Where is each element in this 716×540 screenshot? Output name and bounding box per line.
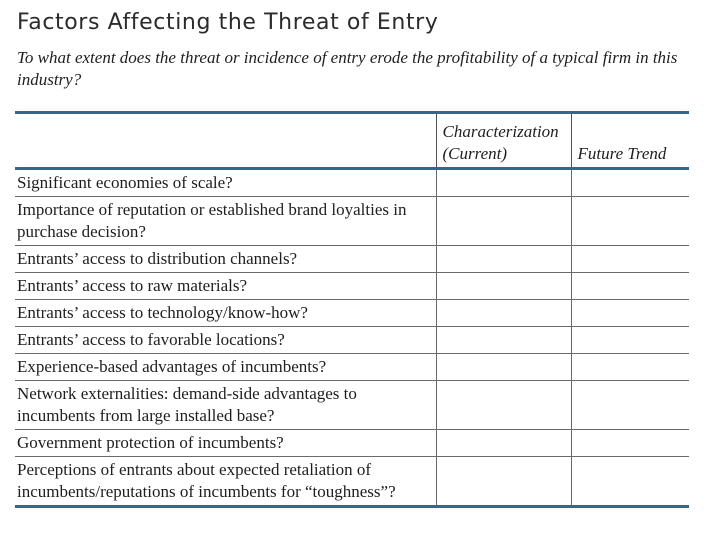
characterization-cell[interactable] [436,381,571,430]
future-trend-cell[interactable] [571,354,689,381]
characterization-cell[interactable] [436,354,571,381]
factor-label: Significant economies of scale? [15,169,436,197]
future-trend-cell[interactable] [571,457,689,507]
factor-column-header [15,113,436,169]
characterization-cell[interactable] [436,246,571,273]
characterization-cell[interactable] [436,430,571,457]
factor-label: Importance of reputation or established brand loyalties in purchase decision? [15,197,436,246]
table-row [15,197,689,246]
future-trend-cell[interactable] [571,246,689,273]
factor-label: Entrants’ access to favorable locations? [15,327,436,354]
characterization-cell[interactable] [436,169,571,197]
table-row [15,430,689,457]
future-trend-cell[interactable] [571,381,689,430]
future-trend-cell[interactable] [571,273,689,300]
characterization-cell[interactable] [436,457,571,507]
future-trend-cell[interactable] [571,430,689,457]
factor-label: Perceptions of entrants about expected retaliation of incumbents/reputations of incumbents for “toughness”? [15,457,436,507]
factors-table [15,111,689,508]
characterization-header-line2: (Current) [442,144,508,163]
future-trend-cell[interactable] [571,300,689,327]
factor-label: Entrants’ access to distribution channels? [15,246,436,273]
characterization-cell[interactable] [436,273,571,300]
future-trend-cell[interactable] [571,197,689,246]
table-row [15,457,689,507]
characterization-cell[interactable] [436,327,571,354]
table-header-row [15,113,689,169]
characterization-cell[interactable] [436,300,571,327]
table-row [15,354,689,381]
factor-label: Entrants’ access to raw materials? [15,273,436,300]
factor-label: Experience-based advantages of incumbents? [15,354,436,381]
factor-label: Government protection of incumbents? [15,430,436,457]
guiding-question: To what extent does the threat or incidence of entry erode the profitability of a typical firm in this industry? [17,48,678,89]
factor-label: Entrants’ access to technology/know-how? [15,300,436,327]
future-trend-column-header: Future Trend [571,113,689,169]
future-trend-cell[interactable] [571,327,689,354]
table-row [15,327,689,354]
table-row [15,381,689,430]
characterization-cell[interactable] [436,197,571,246]
table-row [15,273,689,300]
characterization-column-header [436,113,571,169]
factor-label: Network externalities: demand-side advantages to incumbents from large installed base? [15,381,436,430]
table-row [15,300,689,327]
page-title: Factors Affecting the Threat of Entry [17,10,439,35]
table-row [15,246,689,273]
future-trend-cell[interactable] [571,169,689,197]
table-row [15,169,689,197]
characterization-header-line1: Characterization [442,122,559,141]
